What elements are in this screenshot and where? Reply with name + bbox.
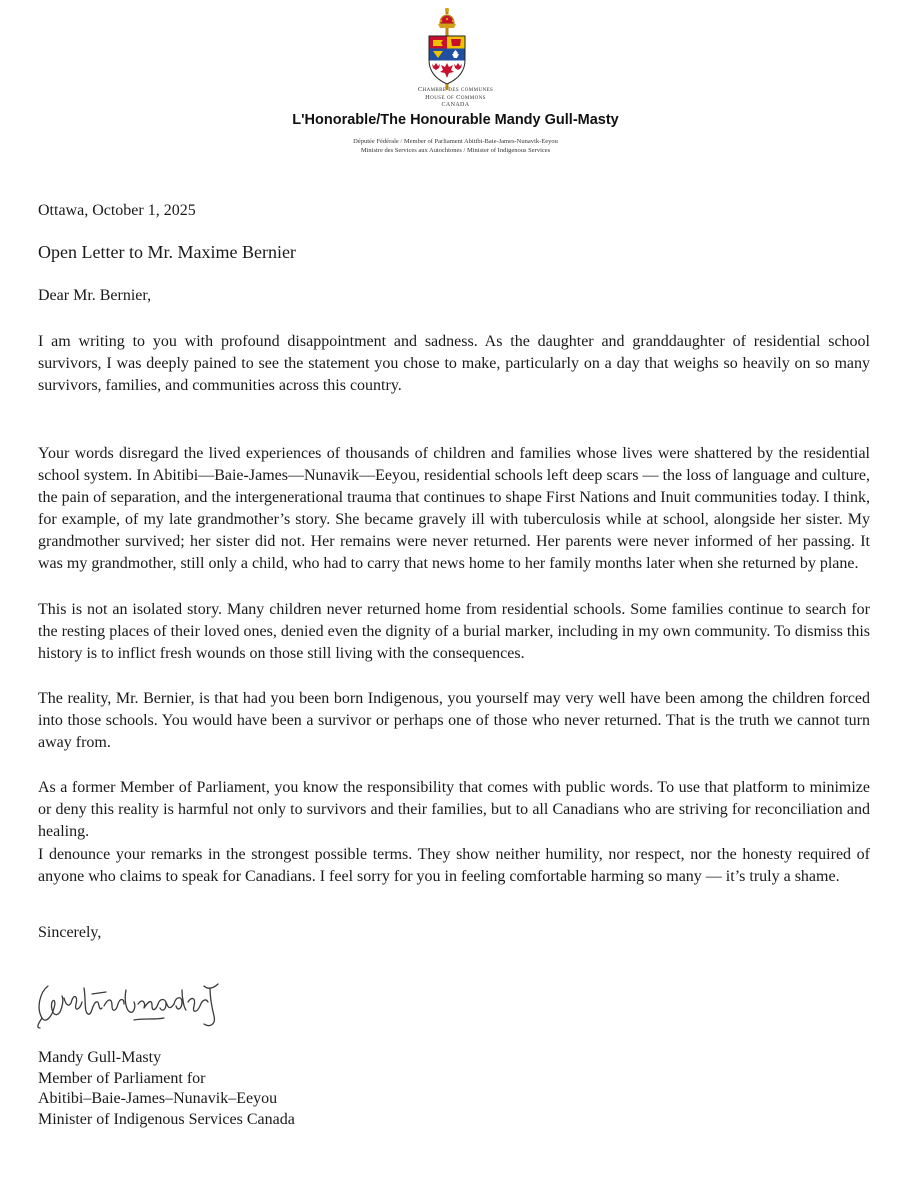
chamber-name-en: House of Commons <box>425 94 486 101</box>
letter-paragraph: I am writing to you with profound disappointment and sadness. As the daughter and granddaughter of residential school survivors, I was deeply pained to see the statement you chose to make, particularly on a day that weighs so heavily on so many survivors, families, and communities across this country. <box>38 333 870 394</box>
letter-paragraph: This is not an isolated story. Many children never returned home from residential schools. Some families continue to search for the resting places of their loved ones, denied even the dignity of a burial marker, including in my own community. To dismiss this history is to inflict fresh wounds on those still living with the consequences. <box>38 601 870 662</box>
house-of-commons-crest-icon <box>416 8 478 90</box>
letter-closing: Sincerely, <box>38 924 102 941</box>
letter-paragraph: The reality, Mr. Bernier, is that had you been born Indigenous, you yourself may very well have been among the children forced into those schools. You would have been a survivor or perhaps one of those who never returned. That is the truth we cannot turn away from. <box>38 690 870 751</box>
letter-paragraph: I denounce your remarks in the strongest possible terms. They show neither humility, nor respect, nor the honesty required of anyone who claims to speak for Canadians. I feel sorry for you in feeling comfortable harming so many — it’s truly a shame. <box>38 846 870 885</box>
signature-block <box>38 1048 870 1130</box>
letter-date: Ottawa, October 1, 2025 <box>38 202 196 219</box>
letter-paragraph: Your words disregard the lived experiences of thousands of children and families whose lives were shattered by the residential school system. In Abitibi—Baie-James—Nunavik—Eeyou, residential schools left deep scars — the loss of language and culture, the pain of separation, and the intergenerational trauma that continues to shape First Nations and Inuit communities today. I think, for example, of my late grandmother’s story. She became gravely ill with tuberculosis while at school, alongside her sister. My grandmother survived; her sister did not. Her remains were never returned. Her parents were never informed of her passing. It was my grandmother, still only a child, who had to carry that news home to her family months later when she returned by plane. <box>38 445 870 572</box>
chamber-name-fr: Chambre des communes <box>417 86 494 93</box>
letter-salutation: Dear Mr. Bernier, <box>38 287 152 304</box>
country-name: CANADA <box>441 102 470 108</box>
letterhead-title: L'Honorable/The Honourable Mandy Gull-Masty <box>292 112 619 128</box>
letterhead-subtitle-mp: Députée Fédérale / Member of Parliament Abitibi-Baie-James-Nunavik-Eeyou <box>353 138 558 145</box>
letter-subject: Open Letter to Mr. Maxime Bernier <box>38 242 296 262</box>
signer-riding: Abitibi–Baie-James–Nunavik–Eeyou <box>38 1090 278 1107</box>
signer-title: Minister of Indigenous Services Canada <box>38 1110 295 1128</box>
signer-role: Member of Parliament for <box>38 1069 206 1087</box>
letterhead-subtitle-minister: Ministre des Services aux Autochtones / Minister of Indigenous Services <box>360 147 551 154</box>
letter-paragraph: As a former Member of Parliament, you know the responsibility that comes with public words. To use that platform to minimize or deny this reality is harmful not only to survivors and their families, but to all Canadians who are striving for reconciliation and healing. <box>38 779 870 840</box>
signer-name: Mandy Gull-Masty <box>38 1049 162 1066</box>
handwritten-signature <box>34 968 234 1030</box>
